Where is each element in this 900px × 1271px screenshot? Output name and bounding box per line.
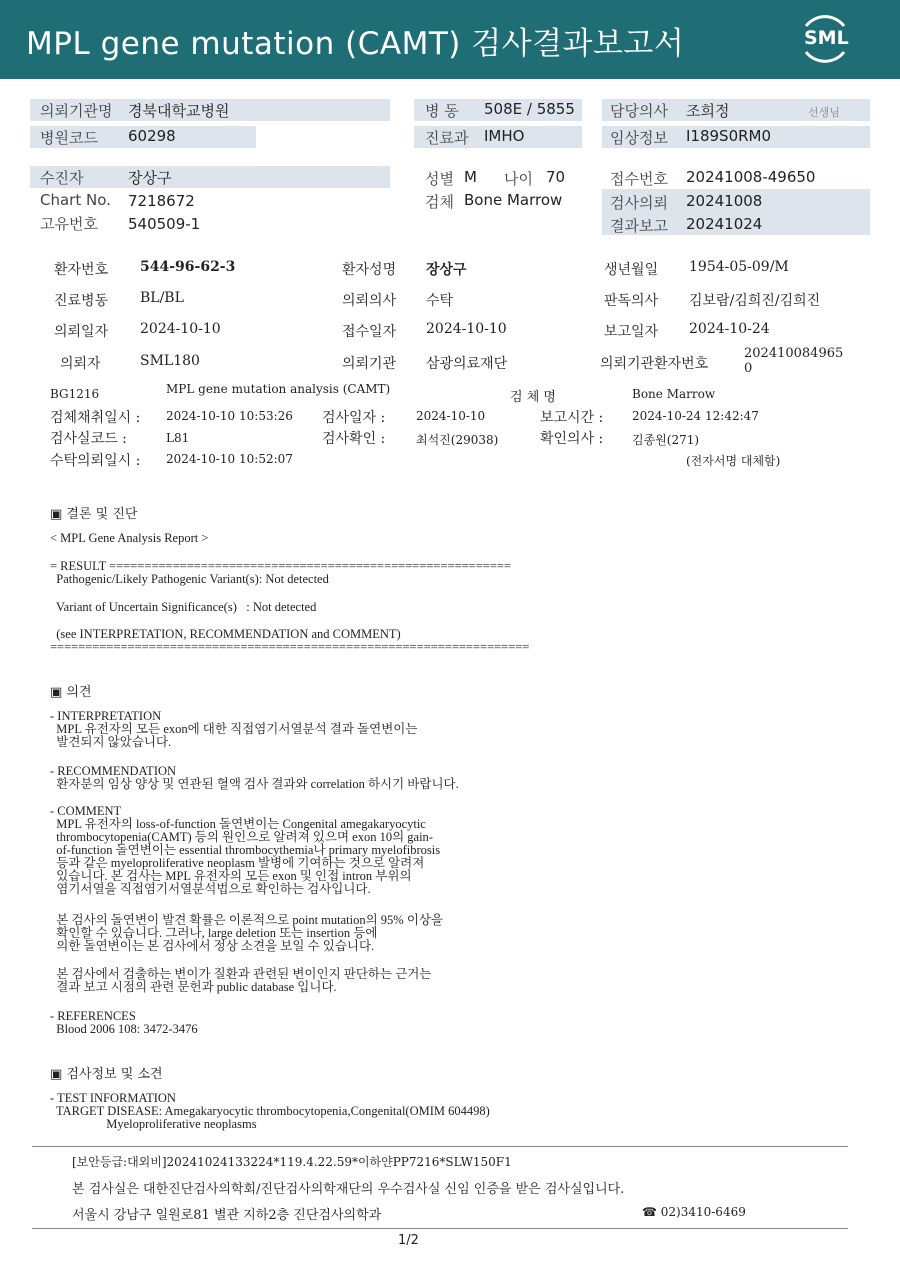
unique-value: 540509-1: [128, 215, 201, 233]
instpid-value-1: 202410084965: [744, 346, 844, 361]
repdate-label: 보고일자: [604, 324, 659, 340]
patient-bar: [30, 166, 390, 188]
requester-label: 의뢰자: [60, 356, 101, 372]
unique-label: 고유번호: [40, 215, 98, 233]
report-title: MPL gene mutation (CAMT) 검사결과보고서: [26, 26, 685, 62]
comment-text-3: 본 검사에서 검출하는 변이가 질환과 관련된 변이인지 판단하는 근거는 결과 보고 시점의 관련 문헌과 public database 입니다.: [56, 967, 432, 994]
certification-line: 본 검사실은 대한진단검사의학회/진단검사의학재단의 우수검사실 신임 인증을 받은 검사실입니다.: [72, 1182, 625, 1197]
instpid-value-2: 0: [744, 361, 753, 376]
clinical-value: I189S0RM0: [686, 127, 772, 145]
collect-value: 2024-10-10 10:53:26: [166, 409, 293, 423]
report-value: 20241024: [686, 215, 763, 233]
reqdate-label: 의뢰일자: [54, 324, 109, 340]
lab-value: L81: [166, 431, 190, 445]
name-value: 장상구: [426, 262, 467, 278]
specimen-label: 검체: [425, 193, 454, 211]
receipt-value: 20241008-49650: [686, 168, 816, 186]
interpretation-text: - INTERPRETATION MPL 유전자의 모든 exon에 대한 직접염기서열분석 결과 돌연변이는 발견되지 않았습니다.: [50, 709, 418, 749]
result-footer: ====================================================================: [50, 640, 530, 654]
receipt-label: 접수번호: [610, 170, 668, 188]
consign-value: 2024-10-10 10:52:07: [166, 452, 293, 466]
patient-value: 장상구: [128, 169, 172, 187]
reqdate-value: 2024-10-10: [140, 321, 221, 337]
clinical-label: 임상정보: [610, 129, 668, 147]
confirm-label: 검사확인 :: [322, 431, 386, 447]
chart-label: Chart No.: [40, 191, 111, 209]
name-label: 환자성명: [342, 262, 397, 278]
physician-value: 김종원(271): [632, 433, 700, 447]
chart-value: 7218672: [128, 192, 195, 210]
footer-bottom-divider: [32, 1228, 848, 1229]
phone-line: ☎ 02)3410-6469: [642, 1205, 746, 1219]
reqinst-value: 삼광의료재단: [426, 356, 508, 372]
reptime-label: 보고시간 :: [540, 410, 604, 426]
repdate-value: 2024-10-24: [689, 321, 770, 337]
page-number: 1/2: [398, 1233, 419, 1248]
patient-label: 수진자: [40, 169, 84, 187]
address-line: 서울시 강남구 일원로81 별관 지하2층 진단검사의학과: [72, 1208, 382, 1223]
request-value: 20241008: [686, 192, 763, 210]
dept-value: IMHO: [484, 127, 525, 145]
pid-label: 환자번호: [54, 262, 109, 278]
security-line: [보안등급:대외비]20241024133224*119.4.22.59*이하얀PP7216*SLW150F1: [72, 1155, 512, 1169]
inst-value: 경북대학교병원: [128, 102, 230, 120]
recdate-label: 접수일자: [342, 324, 397, 340]
request-label: 검사의뢰: [610, 194, 668, 212]
doctor-value: 조희정: [686, 102, 730, 120]
result-header: = RESULT =========================================================: [50, 559, 511, 573]
result-pathogenic: Pathogenic/Likely Pathogenic Variant(s): Not detected: [50, 572, 329, 586]
requester-value: SML180: [140, 353, 200, 369]
pward-value: BL/BL: [140, 290, 184, 306]
esign-note: (전자서명 대체함): [686, 454, 781, 468]
dob-label: 생년월일: [604, 262, 659, 278]
collect-label: 검체채취일시 :: [50, 410, 141, 426]
ward-label: 병 동: [425, 102, 459, 120]
pid-value: 544-96-62-3: [140, 259, 236, 275]
testdate-value: 2024-10-10: [416, 409, 486, 423]
tspecimen-value: Bone Marrow: [632, 387, 716, 401]
pdoctor-label: 의뢰의사: [342, 293, 397, 309]
doctor-suffix: 선생님: [808, 106, 840, 119]
section-conclusion-title: ▣ 결론 및 진단: [50, 507, 138, 522]
dept-label: 진료과: [425, 129, 469, 147]
ward-value: 508E / 5855: [484, 100, 575, 118]
section-opinion-title: ▣ 의견: [50, 685, 92, 700]
section-testinfo-title: ▣ 검사정보 및 소견: [50, 1067, 163, 1082]
inst-label: 의뢰기관명: [40, 102, 113, 120]
sml-logo-icon: SML: [798, 12, 852, 66]
physician-label: 확인의사 :: [540, 431, 604, 447]
sex-value: M: [464, 168, 477, 186]
comment-text-2: 본 검사의 돌연변이 발견 확률은 이론적으로 point mutation의 95% 이상을 확인할 수 있습니다. 그러나, large deletion 또는 insertion 등에 의한 돌연변이는 본 검사에서 정상 소견을 보일 수 있습니다.: [56, 913, 444, 953]
consign-label: 수탁의뢰일시 :: [50, 453, 141, 469]
result-see-note: (see INTERPRETATION, RECOMMENDATION and COMMENT): [50, 627, 401, 641]
test-information-text: - TEST INFORMATION TARGET DISEASE: Amegakaryocytic thrombocytopenia,Congenital(OMIM 604498) Myeloproliferative neoplasms: [50, 1091, 490, 1131]
tspecimen-label: 검 체 명: [510, 390, 556, 405]
report-subtitle: < MPL Gene Analysis Report >: [50, 531, 209, 545]
doctor-label: 담당의사: [610, 102, 668, 120]
pdoctor-value: 수탁: [426, 293, 454, 309]
recdate-value: 2024-10-10: [426, 321, 507, 337]
lab-label: 검사실코드 :: [50, 431, 127, 447]
reader-label: 판독의사: [604, 293, 659, 309]
report-label: 결과보고: [610, 217, 668, 235]
sex-label: 성별: [425, 170, 454, 188]
code-value: 60298: [128, 127, 176, 145]
code-label: 병원코드: [40, 129, 98, 147]
age-value: 70: [546, 168, 566, 186]
reader-value: 김보람/김희진/김희진: [689, 293, 821, 309]
test-code: BG1216: [50, 387, 100, 401]
specimen-value: Bone Marrow: [464, 191, 563, 209]
dob-value: 1954-05-09/M: [689, 259, 789, 275]
report-header: [0, 0, 900, 79]
age-label: 나이: [504, 170, 533, 188]
pward-label: 진료병동: [54, 293, 109, 309]
reqinst-label: 의뢰기관: [342, 356, 397, 372]
testdate-label: 검사일자 :: [322, 410, 386, 426]
recommendation-text: - RECOMMENDATION 환자분의 임상 양상 및 연관된 혈액 검사 결과와 correlation 하시기 바랍니다.: [50, 764, 459, 791]
confirm-value: 최석진(29038): [416, 433, 499, 447]
result-vus: Variant of Uncertain Significance(s) : Not detected: [50, 600, 317, 614]
references-text: - REFERENCES Blood 2006 108: 3472-3476: [50, 1009, 198, 1036]
comment-text: - COMMENT MPL 유전자의 loss-of-function 돌연변이는 Congenital amegakaryocytic thrombocytopenia(CAMT) 등의 원인으로 알려져 있으며 exon 10의 gain- of-function 돌연변이는 essential thrombocythemia나 primary myelofibrosis 등과 같은 myeloproliferative neoplasm 발병에 기여하는 것으로 알려져 있습니다. 본 검사는 MPL 유전자의 모든 exon 및 인접 intron 부위의 염기서열을 직접염기서열분석법으로 확인하는 검사입니다.: [50, 804, 441, 896]
footer-top-divider: [32, 1146, 848, 1147]
reptime-value: 2024-10-24 12:42:47: [632, 409, 759, 423]
test-name: MPL gene mutation analysis (CAMT): [166, 382, 391, 396]
instpid-label: 의뢰기관환자번호: [600, 356, 709, 372]
